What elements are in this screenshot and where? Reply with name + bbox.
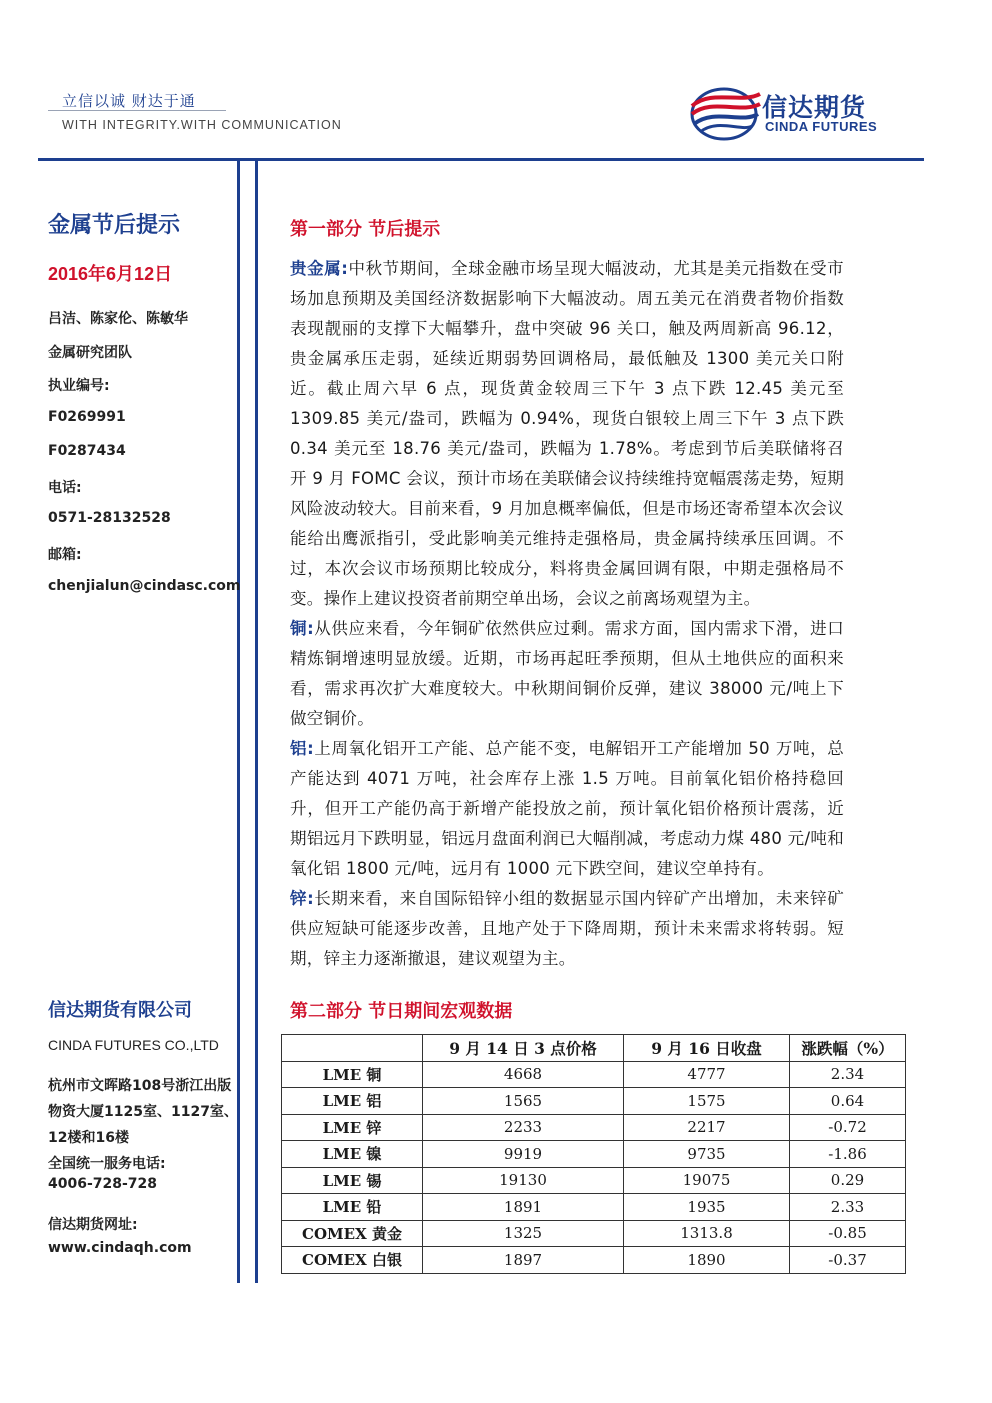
price-close-cell: 2217 [624, 1114, 790, 1141]
paragraph-text: 从供应来看，今年铜矿依然供应过剩。需求方面，国内需求下滑，进口精炼铜增速明显放缓。近期，市场再起旺季预期，但从土地供应的面积来看，需求再次扩大难度较大。中秋期间铜价反弹，建议 38000 元/吨上下做空铜价。 [290, 619, 844, 728]
address-line-3: 12楼和16楼 [48, 1130, 129, 1146]
paragraph-text: 上周氧化铝开工产能、总产能不变，电解铝开工产能增加 50 万吨，总产能达到 4071 万吨，社会库存上涨 1.5 万吨。目前氧化铝价格持稳回升，但开工产能仍高于新增产能投放之前，预计氧化铝价格预计震荡，近期铝远月下跌明显，铝远月盘面利润已大幅削减，考虑动力煤 480 元/吨和氧化铝 1800 元/吨，远月有 1000 元下跌空间，建议空单持有。 [290, 739, 844, 878]
company-name: 信达期货有限公司 [48, 1000, 192, 1021]
report-date: 2016年6月12日 [48, 264, 173, 284]
paragraph-precious-metals [290, 254, 844, 614]
table-row [282, 1088, 906, 1115]
price-before-cell: 1325 [423, 1220, 624, 1247]
website-label: 信达期货网址: [48, 1217, 138, 1233]
paragraph-copper [290, 614, 844, 734]
commodity-cell: LME 锌 [282, 1114, 423, 1141]
team: 金属研究团队 [48, 345, 132, 361]
change-cell: 0.29 [790, 1167, 906, 1194]
header-rule [38, 158, 924, 161]
logo-text-en: CINDA FUTURES [765, 119, 878, 134]
commodity-cell: LME 锡 [282, 1167, 423, 1194]
license-1: F0269991 [48, 409, 126, 425]
table-row [282, 1061, 906, 1088]
commodity-cell: LME 铅 [282, 1194, 423, 1221]
paragraph-lead: 铜: [290, 619, 314, 638]
authors: 吕洁、陈家伦、陈敏华 [48, 311, 188, 327]
phone-label: 电话: [48, 480, 82, 496]
logo-text-cn: 信达期货 [762, 93, 867, 122]
price-close-cell: 1575 [624, 1088, 790, 1115]
sidebar-divider-inner [255, 158, 258, 1283]
change-cell: -1.86 [790, 1141, 906, 1168]
price-close-cell: 1890 [624, 1247, 790, 1274]
email-label: 邮箱: [48, 547, 82, 563]
price-close-cell: 1313.8 [624, 1220, 790, 1247]
price-before-cell: 4668 [423, 1061, 624, 1088]
table-row [282, 1194, 906, 1221]
report-title: 金属节后提示 [48, 213, 181, 238]
table-header-cell: 涨跌幅（%） [790, 1035, 906, 1062]
table-row [282, 1114, 906, 1141]
price-before-cell: 1891 [423, 1194, 624, 1221]
slogan-cn: 立信以诚 财达于通 [62, 92, 196, 110]
commodity-cell: COMEX 白银 [282, 1247, 423, 1274]
phone-value: 0571-28132528 [48, 510, 171, 526]
change-cell: 0.64 [790, 1088, 906, 1115]
hotline-value: 4006-728-728 [48, 1176, 158, 1192]
change-cell: -0.37 [790, 1247, 906, 1274]
license-2: F0287434 [48, 443, 126, 459]
macro-data-table [281, 1034, 906, 1274]
change-cell: -0.72 [790, 1114, 906, 1141]
change-cell: 2.34 [790, 1061, 906, 1088]
section-1-title: 第一部分 节后提示 [290, 219, 441, 240]
price-before-cell: 1897 [423, 1247, 624, 1274]
price-close-cell: 9735 [624, 1141, 790, 1168]
hotline-label: 全国统一服务电话: [48, 1156, 166, 1172]
price-before-cell: 1565 [423, 1088, 624, 1115]
change-cell: -0.85 [790, 1220, 906, 1247]
paragraph-lead: 贵金属: [290, 259, 349, 278]
commodity-cell: LME 铜 [282, 1061, 423, 1088]
table-row [282, 1220, 906, 1247]
address-line-2: 物资大厦1125室、1127室、 [48, 1104, 238, 1120]
table-row [282, 1141, 906, 1168]
slogan-en: WITH INTEGRITY.WITH COMMUNICATION [62, 118, 342, 132]
company-name-en: CINDA FUTURES CO.,LTD [48, 1037, 219, 1053]
logo-swoosh-icon [686, 84, 766, 144]
section-2-title: 第二部分 节日期间宏观数据 [290, 1001, 513, 1022]
table-row [282, 1167, 906, 1194]
paragraph-lead: 铝: [290, 739, 315, 758]
paragraph-text: 长期来看，来自国际铅锌小组的数据显示国内锌矿产出增加，未来锌矿供应短缺可能逐步改善，且地产处于下降周期，预计未来需求将转弱。短期，锌主力逐渐撤退，建议观望为主。 [290, 889, 844, 968]
price-close-cell: 4777 [624, 1061, 790, 1088]
address-line-1: 杭州市文晖路108号浙江出版 [48, 1078, 232, 1094]
slogan-underline [48, 110, 226, 111]
license-label: 执业编号: [48, 378, 110, 394]
table-header-cell: 9 月 14 日 3 点价格 [423, 1035, 624, 1062]
change-cell: 2.33 [790, 1194, 906, 1221]
paragraph-lead: 锌: [290, 889, 314, 908]
paragraph-text: 中秋节期间，全球金融市场呈现大幅波动，尤其是美元指数在受市场加息预期及美国经济数据影响下大幅波动。周五美元在消费者物价指数表现靓丽的支撑下大幅攀升，盘中突破 96 关口，触及两周新高 96.12，贵金属承压走弱，延续近期弱势回调格局，最低触及 1300 美元关口附近。截止周六早 6 点，现货黄金较周三下午 3 点下跌 12.45 美元至 1309.85 美元/盎司，跌幅为 0.94%，现货白银较上周三下午 3 点下跌 0.34 美元至 18.76 美元/盎司，跌幅为 1.78%。考虑到节后美联储将召开 9 月 FOMC 会议，预计市场在美联储会议持续维持宽幅震荡走势，短期风险波动较大。目前来看，9 月加息概率偏低，但是市场还寄希望本次会议能给出鹰派指引，受此影响美元维持走强格局，贵金属持续承压回调。不过，本次会议市场预期比较成分，料将贵金属回调有限，中期走强格局不变。操作上建议投资者前期空单出场，会议之前离场观望为主。 [290, 259, 844, 608]
paragraph-aluminum [290, 734, 844, 884]
table-header-cell: 9 月 16 日收盘 [624, 1035, 790, 1062]
price-before-cell: 9919 [423, 1141, 624, 1168]
price-before-cell: 2233 [423, 1114, 624, 1141]
paragraph-zinc [290, 884, 844, 974]
table-header-row [282, 1035, 906, 1062]
commodity-cell: COMEX 黄金 [282, 1220, 423, 1247]
website-link[interactable]: www.cindaqh.com [48, 1240, 192, 1256]
price-close-cell: 19075 [624, 1167, 790, 1194]
commodity-cell: LME 铝 [282, 1088, 423, 1115]
table-header-cell [282, 1035, 423, 1062]
price-before-cell: 19130 [423, 1167, 624, 1194]
price-close-cell: 1935 [624, 1194, 790, 1221]
email-value[interactable]: chenjialun@cindasc.com [48, 578, 241, 594]
table-row [282, 1247, 906, 1274]
commodity-cell: LME 镍 [282, 1141, 423, 1168]
